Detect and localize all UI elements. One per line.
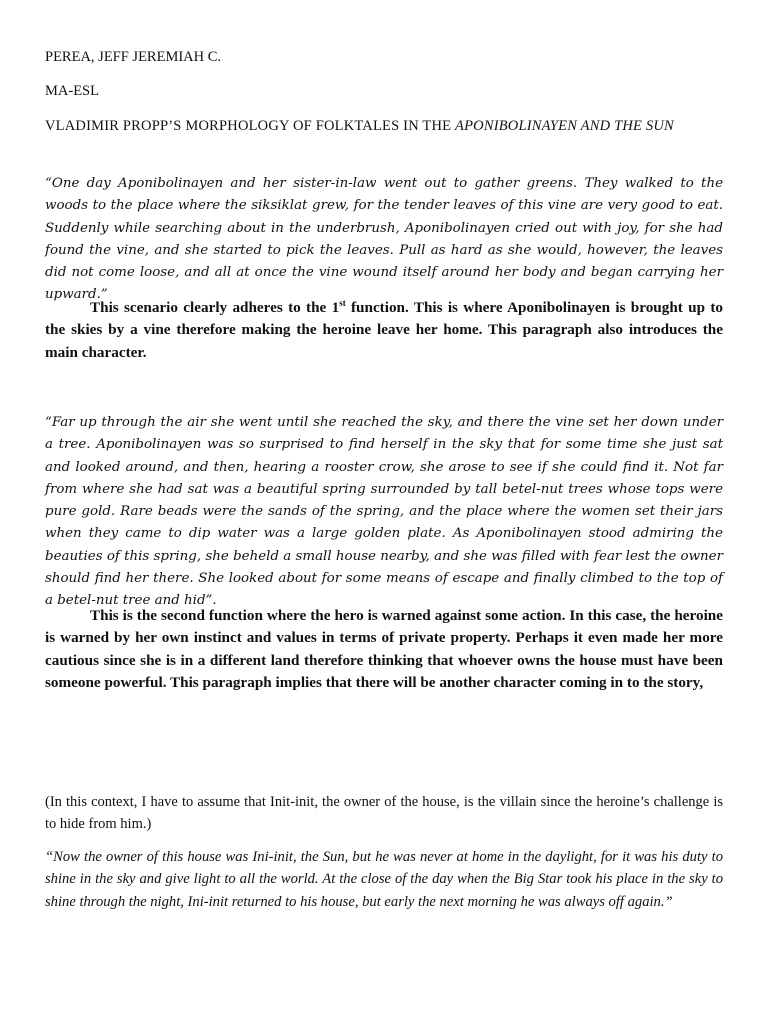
- essay-title-main: VLADIMIR PROPP’S MORPHOLOGY OF FOLKTALES IN THE: [45, 118, 456, 134]
- analysis-1-text-end: function. This is where Aponibolinayen is brought up to the skies by a vine therefore making the heroine leave her home. This paragraph also introduces the main character.: [45, 299, 723, 361]
- analysis-1-text-start: This scenario clearly adheres to the 1: [90, 299, 340, 316]
- essay-title-italic: APONIBOLINAYEN AND THE SUN: [455, 118, 674, 134]
- essay-title: [45, 115, 723, 137]
- analysis-paragraph-2: [45, 605, 723, 695]
- analysis-paragraph-1: [45, 297, 723, 364]
- analysis-2-text: This is the second function where the hero is warned against some action. In this case, the heroine is warned by her own instinct and values in terms of private property. Perhaps it even made her more cautious since she is in a different land therefore thinking that whoever owns the house must have been someone powerful. This paragraph implies that there will be another character coming in to the story,: [45, 607, 723, 692]
- author-name: PEREA, JEFF JEREMIAH C.: [45, 49, 222, 65]
- ordinal-superscript: st: [339, 297, 346, 308]
- context-note: (In this context, I have to assume that Init-init, the owner of the house, is the villain since the heroine’s challenge is to hide from him.): [45, 794, 723, 832]
- folktale-quote-2: “Far up through the air she went until she reached the sky, and there the vine set her down under a tree. Aponibolinayen was so surprised to find herself in the sky that for some time she just sat and looked around, and then, hearing a rooster crow, she arose to see if she could find it. Not far from where she had sat was a beautiful spring surrounded by tall betel-nut trees whose tops were pure gold. Rare beads were the sands of the spring, and the place where the women set their jars when they came to dip water was a large golden plate. As Aponibolinayen stood admiring the beauties of this spring, she beheld a small house nearby, and she was filled with fear lest the owner should find her there. She looked about for some means of escape and finally climbed to the top of a betel-nut tree and hid”.: [45, 415, 723, 609]
- folktale-quote-1: “One day Aponibolinayen and her sister-in-law went out to gather greens. They walked to the woods to the place where the siksiklat grew, for the tender leaves of this vine are very good to eat. Suddenly while searching about in the underbrush, Aponibolinayen cried out with joy, for she had found the vine, and she started to pick the leaves. Pull as hard as she would, however, the leaves did not come loose, and all at once the vine wound itself around her body and began carrying her upward.”: [45, 176, 723, 303]
- program-label: MA-ESL: [45, 83, 99, 99]
- folktale-quote-3: “Now the owner of this house was Ini-init, the Sun, but he was never at home in the daylight, for it was his duty to shine in the sky and give light to all the world. At the close of the day when the Big Star took his place in the sky to shine through the night, Ini-init returned to his house, but early the next morning he was always off again.”: [45, 849, 723, 910]
